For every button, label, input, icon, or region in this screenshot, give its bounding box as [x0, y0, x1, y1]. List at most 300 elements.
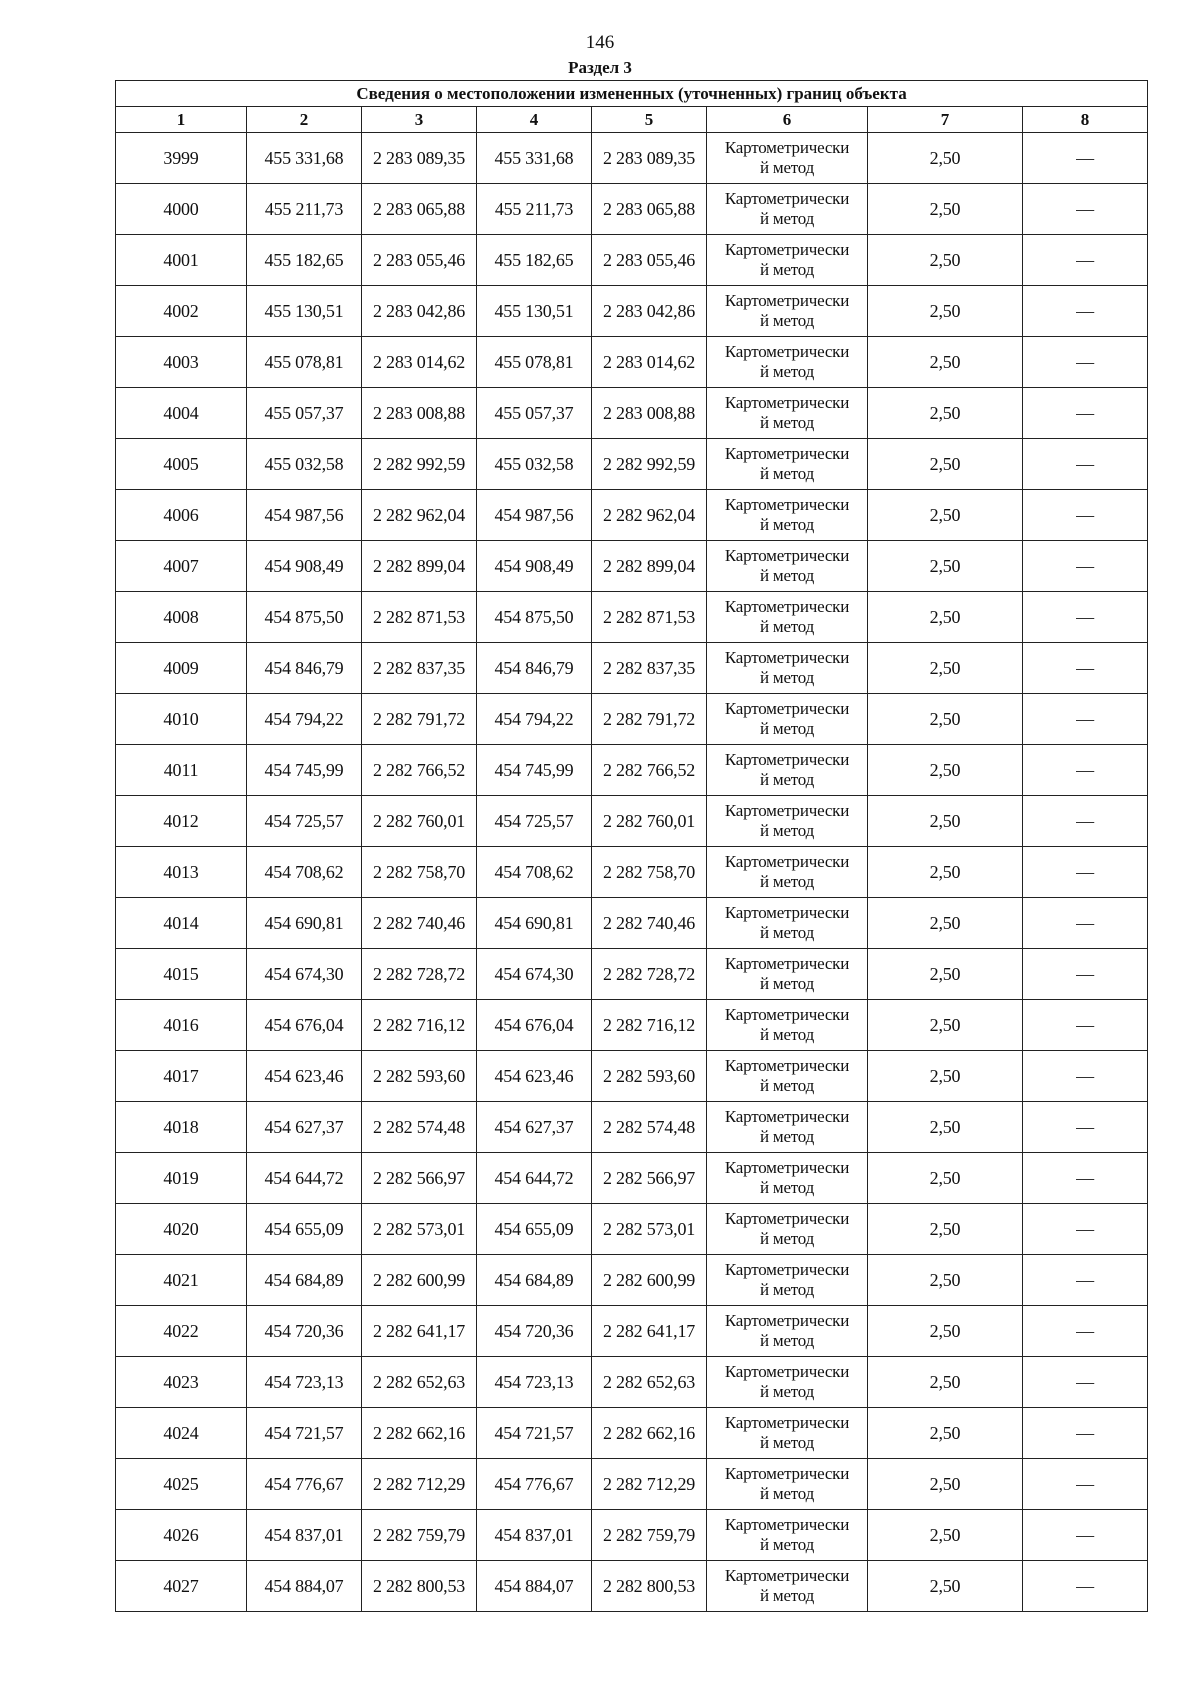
method-cell: [707, 184, 868, 235]
y-new-cell: 2 282 992,59: [592, 439, 707, 490]
y-coord-cell: 2 282 758,70: [362, 847, 477, 898]
x-coord-cell: 454 725,57: [247, 796, 362, 847]
note-cell: —: [1023, 1357, 1148, 1408]
method-text-line-2: й метод: [759, 1076, 815, 1095]
method-cell: [707, 745, 868, 796]
x-new-cell: 455 032,58: [477, 439, 592, 490]
method-text-line-2: й метод: [759, 923, 815, 942]
method-text-line-1: Картометрически: [724, 1413, 850, 1432]
accuracy-cell: 2,50: [868, 1306, 1023, 1357]
y-coord-cell: 2 283 055,46: [362, 235, 477, 286]
x-coord-cell: 455 057,37: [247, 388, 362, 439]
method-text-line-2: й метод: [759, 1229, 815, 1248]
table-row: [116, 337, 1148, 388]
table-row: [116, 235, 1148, 286]
method-cell: [707, 1306, 868, 1357]
y-new-cell: 2 282 712,29: [592, 1459, 707, 1510]
x-new-cell: 454 776,67: [477, 1459, 592, 1510]
method-text-line-1: Картометрически: [724, 495, 850, 514]
y-coord-cell: 2 283 042,86: [362, 286, 477, 337]
table-row: [116, 1408, 1148, 1459]
y-new-cell: 2 282 800,53: [592, 1561, 707, 1612]
method-text-line-1: Картометрически: [724, 750, 850, 769]
point-number-cell: 4016: [116, 1000, 247, 1051]
method-text-line-2: й метод: [759, 566, 815, 585]
accuracy-cell: 2,50: [868, 286, 1023, 337]
x-coord-cell: 454 644,72: [247, 1153, 362, 1204]
x-new-cell: 454 987,56: [477, 490, 592, 541]
note-cell: —: [1023, 745, 1148, 796]
note-cell: —: [1023, 541, 1148, 592]
x-coord-cell: 454 875,50: [247, 592, 362, 643]
y-new-cell: 2 283 089,35: [592, 133, 707, 184]
method-cell: [707, 1102, 868, 1153]
point-number-cell: 4010: [116, 694, 247, 745]
point-number-cell: 4015: [116, 949, 247, 1000]
table-row: [116, 1459, 1148, 1510]
method-text-line-2: й метод: [759, 719, 815, 738]
y-coord-cell: 2 282 759,79: [362, 1510, 477, 1561]
note-cell: —: [1023, 1204, 1148, 1255]
method-text-line-2: й метод: [759, 260, 815, 279]
x-coord-cell: 454 684,89: [247, 1255, 362, 1306]
x-new-cell: 455 057,37: [477, 388, 592, 439]
method-text-line-1: Картометрически: [724, 393, 850, 412]
column-number: 5: [592, 107, 707, 133]
method-text-line-1: Картометрически: [724, 342, 850, 361]
method-text-line-2: й метод: [759, 1433, 815, 1452]
method-text-line-2: й метод: [759, 209, 815, 228]
x-coord-cell: 454 674,30: [247, 949, 362, 1000]
table-caption: Сведения о местоположении измененных (уточненных) границ объекта: [116, 81, 1148, 107]
x-coord-cell: 455 182,65: [247, 235, 362, 286]
note-cell: —: [1023, 949, 1148, 1000]
x-new-cell: 454 708,62: [477, 847, 592, 898]
method-text-line-1: Картометрически: [724, 1464, 850, 1483]
point-number-cell: 4006: [116, 490, 247, 541]
method-cell: [707, 490, 868, 541]
method-text-line-2: й метод: [759, 1382, 815, 1401]
y-coord-cell: 2 282 728,72: [362, 949, 477, 1000]
method-text-line-1: Картометрически: [724, 1515, 850, 1534]
accuracy-cell: 2,50: [868, 1153, 1023, 1204]
method-text-line-2: й метод: [759, 1178, 815, 1197]
table-row: [116, 694, 1148, 745]
y-coord-cell: 2 282 791,72: [362, 694, 477, 745]
column-number: 7: [868, 107, 1023, 133]
x-new-cell: 454 884,07: [477, 1561, 592, 1612]
x-new-cell: 454 690,81: [477, 898, 592, 949]
note-cell: —: [1023, 184, 1148, 235]
method-text-line-1: Картометрически: [724, 1311, 850, 1330]
method-text-line-1: Картометрически: [724, 1260, 850, 1279]
method-text-line-1: Картометрически: [724, 852, 850, 871]
method-cell: [707, 133, 868, 184]
accuracy-cell: 2,50: [868, 1102, 1023, 1153]
method-cell: [707, 643, 868, 694]
x-coord-cell: 455 032,58: [247, 439, 362, 490]
y-new-cell: 2 283 008,88: [592, 388, 707, 439]
y-coord-cell: 2 283 008,88: [362, 388, 477, 439]
y-new-cell: 2 282 837,35: [592, 643, 707, 694]
table-row: [116, 439, 1148, 490]
x-coord-cell: 455 078,81: [247, 337, 362, 388]
method-text-line-2: й метод: [759, 617, 815, 636]
y-new-cell: 2 282 899,04: [592, 541, 707, 592]
x-new-cell: 454 684,89: [477, 1255, 592, 1306]
table-row: [116, 745, 1148, 796]
x-new-cell: 454 794,22: [477, 694, 592, 745]
x-new-cell: 454 655,09: [477, 1204, 592, 1255]
method-text-line-1: Картометрически: [724, 1158, 850, 1177]
table-row: [116, 1051, 1148, 1102]
x-new-cell: 454 627,37: [477, 1102, 592, 1153]
method-text-line-1: Картометрически: [724, 699, 850, 718]
method-cell: [707, 1000, 868, 1051]
accuracy-cell: 2,50: [868, 541, 1023, 592]
note-cell: —: [1023, 1153, 1148, 1204]
point-number-cell: 4022: [116, 1306, 247, 1357]
table-row: [116, 1000, 1148, 1051]
note-cell: —: [1023, 133, 1148, 184]
note-cell: —: [1023, 694, 1148, 745]
accuracy-cell: 2,50: [868, 490, 1023, 541]
method-cell: [707, 1459, 868, 1510]
method-text-line-2: й метод: [759, 515, 815, 534]
method-text-line-2: й метод: [759, 158, 815, 177]
point-number-cell: 4013: [116, 847, 247, 898]
y-new-cell: 2 282 573,01: [592, 1204, 707, 1255]
x-coord-cell: 454 708,62: [247, 847, 362, 898]
y-coord-cell: 2 282 662,16: [362, 1408, 477, 1459]
y-coord-cell: 2 282 574,48: [362, 1102, 477, 1153]
y-new-cell: 2 282 871,53: [592, 592, 707, 643]
y-new-cell: 2 283 014,62: [592, 337, 707, 388]
table-row: [116, 541, 1148, 592]
method-text-line-2: й метод: [759, 311, 815, 330]
accuracy-cell: 2,50: [868, 1051, 1023, 1102]
method-cell: [707, 337, 868, 388]
method-text-line-2: й метод: [759, 413, 815, 432]
x-coord-cell: 454 745,99: [247, 745, 362, 796]
method-cell: [707, 1153, 868, 1204]
point-number-cell: 4008: [116, 592, 247, 643]
y-new-cell: 2 282 600,99: [592, 1255, 707, 1306]
x-coord-cell: 454 846,79: [247, 643, 362, 694]
y-coord-cell: 2 282 760,01: [362, 796, 477, 847]
y-new-cell: 2 282 728,72: [592, 949, 707, 1000]
x-new-cell: 455 078,81: [477, 337, 592, 388]
note-cell: —: [1023, 388, 1148, 439]
table-row: [116, 949, 1148, 1000]
y-new-cell: 2 282 652,63: [592, 1357, 707, 1408]
column-number: 1: [116, 107, 247, 133]
method-text-line-1: Картометрически: [724, 597, 850, 616]
method-text-line-2: й метод: [759, 1280, 815, 1299]
method-text-line-1: Картометрически: [724, 546, 850, 565]
x-new-cell: 454 875,50: [477, 592, 592, 643]
y-new-cell: 2 282 662,16: [592, 1408, 707, 1459]
point-number-cell: 4024: [116, 1408, 247, 1459]
method-text-line-1: Картометрически: [724, 240, 850, 259]
method-text-line-2: й метод: [759, 1025, 815, 1044]
method-text-line-1: Картометрически: [724, 954, 850, 973]
point-number-cell: 4027: [116, 1561, 247, 1612]
note-cell: —: [1023, 490, 1148, 541]
method-cell: [707, 388, 868, 439]
table-row: [116, 592, 1148, 643]
y-coord-cell: 2 282 962,04: [362, 490, 477, 541]
accuracy-cell: 2,50: [868, 439, 1023, 490]
method-text-line-2: й метод: [759, 1535, 815, 1554]
table-row: [116, 643, 1148, 694]
y-coord-cell: 2 282 992,59: [362, 439, 477, 490]
note-cell: —: [1023, 643, 1148, 694]
point-number-cell: 4007: [116, 541, 247, 592]
x-new-cell: 454 837,01: [477, 1510, 592, 1561]
accuracy-cell: 2,50: [868, 235, 1023, 286]
note-cell: —: [1023, 898, 1148, 949]
method-cell: [707, 847, 868, 898]
accuracy-cell: 2,50: [868, 1408, 1023, 1459]
point-number-cell: 4002: [116, 286, 247, 337]
table-row: [116, 1204, 1148, 1255]
accuracy-cell: 2,50: [868, 898, 1023, 949]
y-coord-cell: 2 282 716,12: [362, 1000, 477, 1051]
point-number-cell: 4001: [116, 235, 247, 286]
method-cell: [707, 235, 868, 286]
table-row: [116, 1102, 1148, 1153]
point-number-cell: 4017: [116, 1051, 247, 1102]
point-number-cell: 4005: [116, 439, 247, 490]
point-number-cell: 4014: [116, 898, 247, 949]
method-text-line-2: й метод: [759, 974, 815, 993]
note-cell: —: [1023, 337, 1148, 388]
table-row: [116, 133, 1148, 184]
point-number-cell: 4023: [116, 1357, 247, 1408]
method-cell: [707, 898, 868, 949]
method-cell: [707, 1561, 868, 1612]
x-coord-cell: 454 623,46: [247, 1051, 362, 1102]
point-number-cell: 4004: [116, 388, 247, 439]
accuracy-cell: 2,50: [868, 847, 1023, 898]
point-number-cell: 4019: [116, 1153, 247, 1204]
method-text-line-2: й метод: [759, 872, 815, 891]
note-cell: —: [1023, 847, 1148, 898]
method-text-line-1: Картометрически: [724, 1056, 850, 1075]
note-cell: —: [1023, 1408, 1148, 1459]
x-new-cell: 454 720,36: [477, 1306, 592, 1357]
table-row: [116, 847, 1148, 898]
method-text-line-2: й метод: [759, 1127, 815, 1146]
note-cell: —: [1023, 1561, 1148, 1612]
y-coord-cell: 2 282 800,53: [362, 1561, 477, 1612]
point-number-cell: 4011: [116, 745, 247, 796]
table-row: [116, 796, 1148, 847]
method-text-line-1: Картометрически: [724, 648, 850, 667]
table-row: [116, 1561, 1148, 1612]
accuracy-cell: 2,50: [868, 643, 1023, 694]
y-coord-cell: 2 282 837,35: [362, 643, 477, 694]
note-cell: —: [1023, 1000, 1148, 1051]
x-coord-cell: 454 837,01: [247, 1510, 362, 1561]
x-coord-cell: 454 723,13: [247, 1357, 362, 1408]
method-cell: [707, 1357, 868, 1408]
y-new-cell: 2 282 760,01: [592, 796, 707, 847]
method-cell: [707, 439, 868, 490]
method-cell: [707, 1051, 868, 1102]
method-cell: [707, 1204, 868, 1255]
x-coord-cell: 454 884,07: [247, 1561, 362, 1612]
note-cell: —: [1023, 1102, 1148, 1153]
note-cell: —: [1023, 796, 1148, 847]
x-coord-cell: 455 331,68: [247, 133, 362, 184]
table-row: [116, 1306, 1148, 1357]
column-number-row: [116, 107, 1148, 133]
y-coord-cell: 2 282 766,52: [362, 745, 477, 796]
accuracy-cell: 2,50: [868, 949, 1023, 1000]
table-row: [116, 490, 1148, 541]
y-coord-cell: 2 282 871,53: [362, 592, 477, 643]
accuracy-cell: 2,50: [868, 388, 1023, 439]
y-new-cell: 2 283 065,88: [592, 184, 707, 235]
y-new-cell: 2 282 758,70: [592, 847, 707, 898]
point-number-cell: 4026: [116, 1510, 247, 1561]
y-new-cell: 2 283 055,46: [592, 235, 707, 286]
accuracy-cell: 2,50: [868, 1204, 1023, 1255]
y-coord-cell: 2 282 600,99: [362, 1255, 477, 1306]
x-new-cell: 454 846,79: [477, 643, 592, 694]
note-cell: —: [1023, 1051, 1148, 1102]
point-number-cell: 4009: [116, 643, 247, 694]
accuracy-cell: 2,50: [868, 694, 1023, 745]
x-new-cell: 455 331,68: [477, 133, 592, 184]
x-coord-cell: 454 655,09: [247, 1204, 362, 1255]
method-text-line-2: й метод: [759, 1586, 815, 1605]
note-cell: —: [1023, 1255, 1148, 1306]
column-number: 3: [362, 107, 477, 133]
table-caption-row: [116, 81, 1148, 107]
x-new-cell: 454 723,13: [477, 1357, 592, 1408]
y-new-cell: 2 282 641,17: [592, 1306, 707, 1357]
note-cell: —: [1023, 1510, 1148, 1561]
column-number: 8: [1023, 107, 1148, 133]
accuracy-cell: 2,50: [868, 592, 1023, 643]
y-coord-cell: 2 282 593,60: [362, 1051, 477, 1102]
y-new-cell: 2 282 962,04: [592, 490, 707, 541]
method-text-line-2: й метод: [759, 464, 815, 483]
point-number-cell: 4020: [116, 1204, 247, 1255]
y-coord-cell: 2 283 014,62: [362, 337, 477, 388]
point-number-cell: 4012: [116, 796, 247, 847]
x-new-cell: 455 211,73: [477, 184, 592, 235]
x-coord-cell: 454 721,57: [247, 1408, 362, 1459]
table-body: [116, 133, 1148, 1612]
y-coord-cell: 2 282 740,46: [362, 898, 477, 949]
y-coord-cell: 2 282 899,04: [362, 541, 477, 592]
x-coord-cell: 455 211,73: [247, 184, 362, 235]
point-number-cell: 4000: [116, 184, 247, 235]
x-new-cell: 454 745,99: [477, 745, 592, 796]
y-new-cell: 2 282 593,60: [592, 1051, 707, 1102]
method-text-line-1: Картометрически: [724, 1566, 850, 1585]
note-cell: —: [1023, 1306, 1148, 1357]
method-cell: [707, 1255, 868, 1306]
y-coord-cell: 2 282 566,97: [362, 1153, 477, 1204]
column-number: 2: [247, 107, 362, 133]
method-cell: [707, 949, 868, 1000]
boundary-table: [115, 80, 1148, 1612]
method-text-line-2: й метод: [759, 362, 815, 381]
method-text-line-2: й метод: [759, 668, 815, 687]
note-cell: —: [1023, 439, 1148, 490]
x-coord-cell: 455 130,51: [247, 286, 362, 337]
method-text-line-1: Картометрически: [724, 138, 850, 157]
y-new-cell: 2 282 766,52: [592, 745, 707, 796]
y-new-cell: 2 282 740,46: [592, 898, 707, 949]
y-new-cell: 2 282 716,12: [592, 1000, 707, 1051]
y-coord-cell: 2 283 089,35: [362, 133, 477, 184]
x-coord-cell: 454 720,36: [247, 1306, 362, 1357]
table-row: [116, 286, 1148, 337]
x-new-cell: 454 721,57: [477, 1408, 592, 1459]
method-text-line-1: Картометрически: [724, 903, 850, 922]
x-new-cell: 454 674,30: [477, 949, 592, 1000]
method-text-line-1: Картометрически: [724, 1005, 850, 1024]
point-number-cell: 4021: [116, 1255, 247, 1306]
method-text-line-1: Картометрически: [724, 1107, 850, 1126]
point-number-cell: 4025: [116, 1459, 247, 1510]
x-new-cell: 454 908,49: [477, 541, 592, 592]
table-row: [116, 898, 1148, 949]
table-row: [116, 1357, 1148, 1408]
table-row: [116, 388, 1148, 439]
method-text-line-2: й метод: [759, 770, 815, 789]
column-number: 4: [477, 107, 592, 133]
note-cell: —: [1023, 235, 1148, 286]
point-number-cell: 4003: [116, 337, 247, 388]
accuracy-cell: 2,50: [868, 1357, 1023, 1408]
accuracy-cell: 2,50: [868, 1000, 1023, 1051]
accuracy-cell: 2,50: [868, 184, 1023, 235]
table-row: [116, 1153, 1148, 1204]
x-new-cell: 454 644,72: [477, 1153, 592, 1204]
table-row: [116, 184, 1148, 235]
y-coord-cell: 2 283 065,88: [362, 184, 477, 235]
method-text-line-1: Картометрически: [724, 444, 850, 463]
method-text-line-1: Картометрически: [724, 1209, 850, 1228]
accuracy-cell: 2,50: [868, 133, 1023, 184]
method-text-line-2: й метод: [759, 1484, 815, 1503]
y-new-cell: 2 282 574,48: [592, 1102, 707, 1153]
method-text-line-1: Картометрически: [724, 801, 850, 820]
y-coord-cell: 2 282 573,01: [362, 1204, 477, 1255]
method-cell: [707, 1408, 868, 1459]
accuracy-cell: 2,50: [868, 796, 1023, 847]
accuracy-cell: 2,50: [868, 1561, 1023, 1612]
x-new-cell: 455 130,51: [477, 286, 592, 337]
y-coord-cell: 2 282 652,63: [362, 1357, 477, 1408]
accuracy-cell: 2,50: [868, 1459, 1023, 1510]
method-text-line-1: Картометрически: [724, 1362, 850, 1381]
column-number: 6: [707, 107, 868, 133]
x-coord-cell: 454 676,04: [247, 1000, 362, 1051]
x-new-cell: 454 623,46: [477, 1051, 592, 1102]
method-cell: [707, 286, 868, 337]
table-row: [116, 1510, 1148, 1561]
x-coord-cell: 454 776,67: [247, 1459, 362, 1510]
method-cell: [707, 1510, 868, 1561]
